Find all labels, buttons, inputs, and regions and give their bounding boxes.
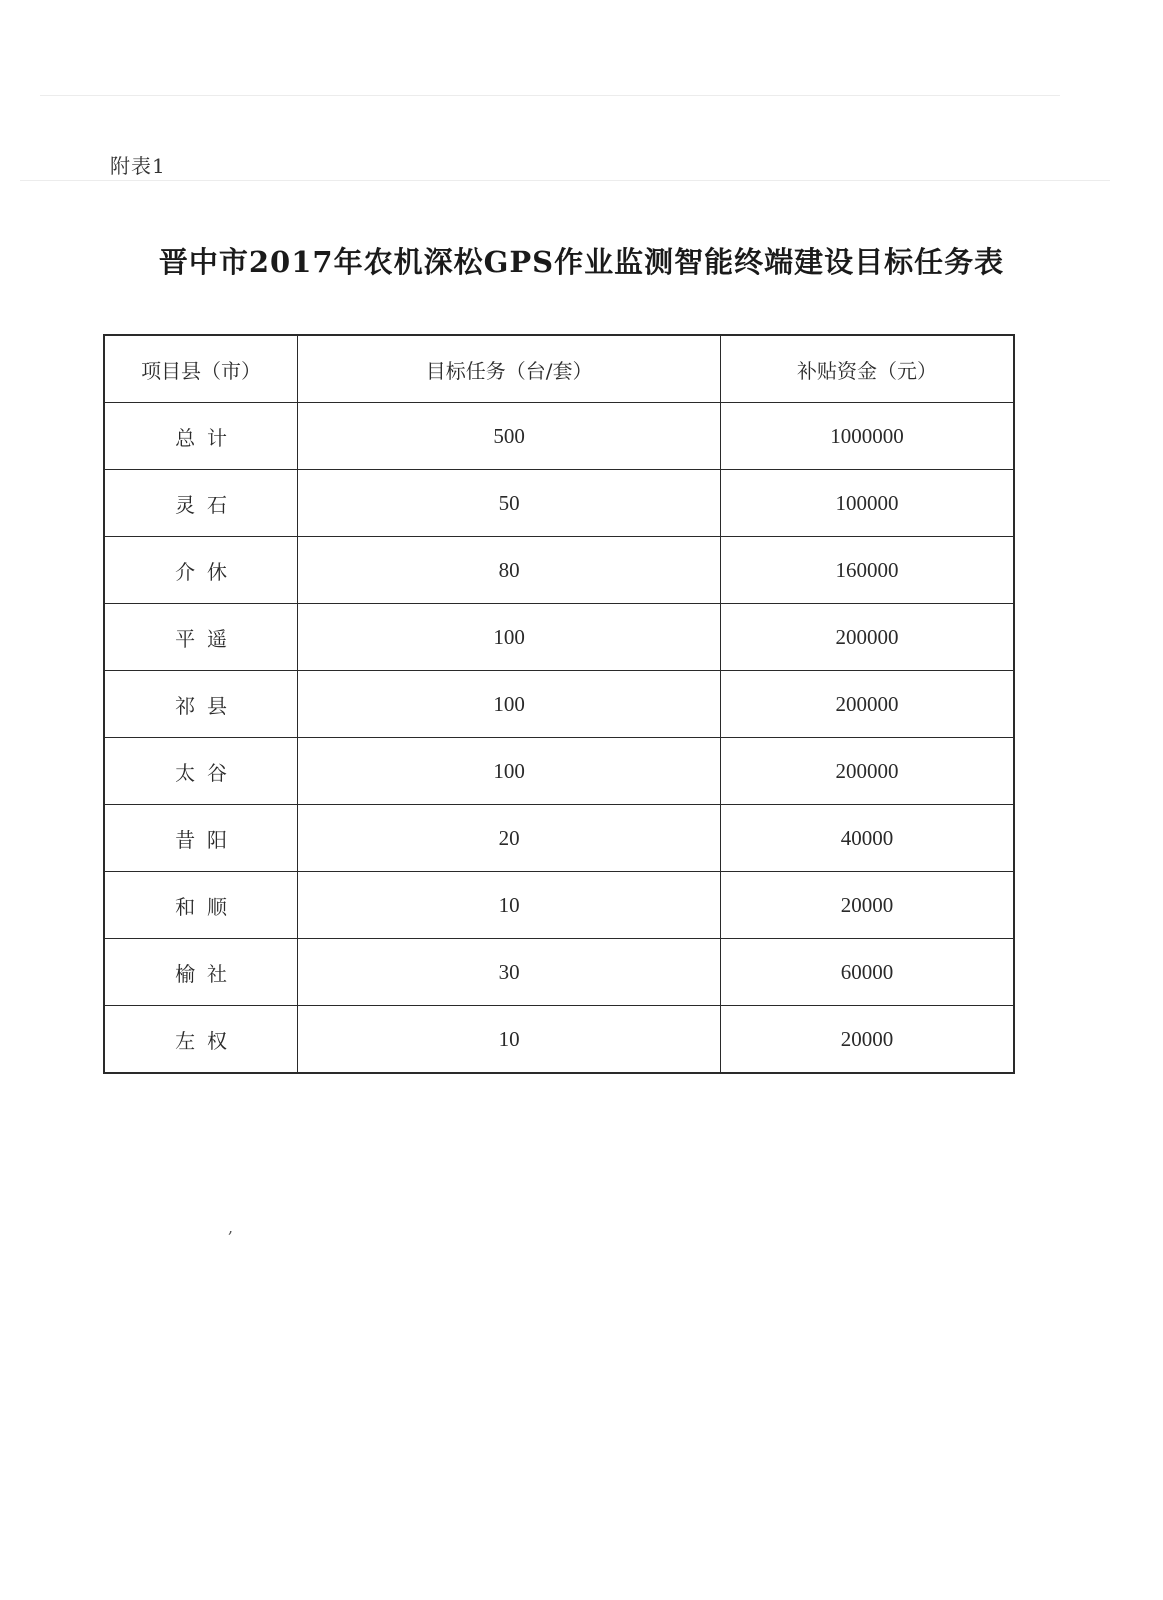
subsidy-cell: 100000 — [721, 470, 1014, 537]
header-subsidy: 补贴资金（元） — [721, 335, 1014, 403]
subsidy-cell: 200000 — [721, 604, 1014, 671]
table-row — [104, 671, 1014, 738]
task-cell: 500 — [298, 403, 721, 470]
annex-label: 附表1 — [110, 154, 166, 178]
county-cell: 昔阳 — [104, 805, 298, 872]
table-row — [104, 805, 1014, 872]
subsidy-cell: 60000 — [721, 939, 1014, 1006]
task-cell: 80 — [298, 537, 721, 604]
subsidy-cell: 20000 — [721, 1006, 1014, 1074]
header-target-task: 目标任务（台/套） — [298, 335, 721, 403]
county-cell: 平遥 — [104, 604, 298, 671]
subsidy-cell: 200000 — [721, 738, 1014, 805]
county-cell: 榆社 — [104, 939, 298, 1006]
table-row-total — [104, 403, 1014, 470]
task-cell: 100 — [298, 738, 721, 805]
county-cell: 太谷 — [104, 738, 298, 805]
task-cell: 30 — [298, 939, 721, 1006]
subsidy-cell: 20000 — [721, 872, 1014, 939]
table-row — [104, 939, 1014, 1006]
subsidy-cell: 1000000 — [721, 403, 1014, 470]
task-cell: 100 — [298, 604, 721, 671]
table-header-row — [104, 335, 1014, 403]
county-cell: 左权 — [104, 1006, 298, 1074]
task-cell: 50 — [298, 470, 721, 537]
task-cell: 100 — [298, 671, 721, 738]
header-county: 项目县（市） — [104, 335, 298, 403]
table-row — [104, 537, 1014, 604]
table-row — [104, 470, 1014, 537]
table-row — [104, 872, 1014, 939]
county-cell: 总计 — [104, 403, 298, 470]
task-cell: 10 — [298, 872, 721, 939]
subsidy-cell: 200000 — [721, 671, 1014, 738]
scan-artifact-line — [40, 95, 1060, 96]
document-title: 晋中市2017年农机深松GPS作业监测智能终端建设目标任务表 — [158, 245, 1005, 279]
table-row — [104, 1006, 1014, 1074]
county-cell: 祁县 — [104, 671, 298, 738]
stray-mark: , — [228, 1218, 234, 1237]
task-cell: 20 — [298, 805, 721, 872]
county-cell: 介休 — [104, 537, 298, 604]
task-cell: 10 — [298, 1006, 721, 1074]
county-cell: 和顺 — [104, 872, 298, 939]
subsidy-cell: 40000 — [721, 805, 1014, 872]
scan-artifact-line — [20, 180, 1110, 181]
subsidy-cell: 160000 — [721, 537, 1014, 604]
table-row — [104, 738, 1014, 805]
county-cell: 灵石 — [104, 470, 298, 537]
target-task-table — [103, 334, 1015, 1074]
table-row — [104, 604, 1014, 671]
